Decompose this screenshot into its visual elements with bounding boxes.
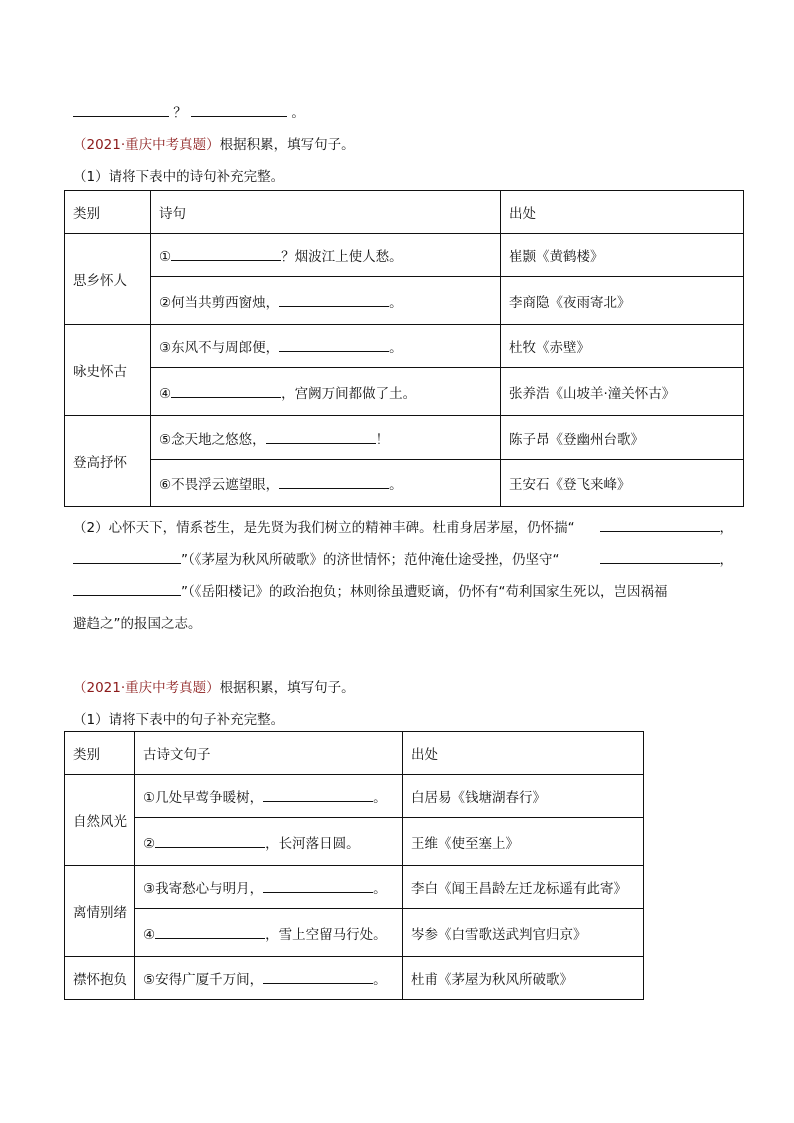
- verse-cell: ③东风不与周郎便， 。: [151, 325, 501, 368]
- table-row: [65, 325, 744, 368]
- category-cell: 襟怀抱负: [65, 957, 135, 1000]
- para-line: ”（《茅屋为秋风所破歌》的济世情怀；范仲淹仕途受挫，仍坚守“ ，: [73, 544, 733, 576]
- table-header-row: [65, 732, 644, 775]
- answer-blank[interactable]: [73, 102, 169, 117]
- table-row: [65, 866, 644, 909]
- question-1-sub1: （1）请将下表中的诗句补充完整。: [73, 169, 285, 185]
- answer-blank[interactable]: [263, 969, 373, 984]
- table-row: [65, 775, 644, 818]
- verse-cell: ⑥不畏浮云遮望眼， 。: [151, 460, 501, 507]
- header-category: 类别: [65, 191, 151, 234]
- sentence-cell: ③我寄愁心与明月， 。: [135, 866, 403, 909]
- answer-blank[interactable]: [191, 102, 287, 117]
- sentence-cell: ⑤安得广厦千万间， 。: [135, 957, 403, 1000]
- question-2-sub1: （1）请将下表中的句子补充完整。: [73, 712, 285, 728]
- sentence-cell: ①几处早莺争暖树， 。: [135, 775, 403, 818]
- para-line: （2）心怀天下，情系苍生，是先贤为我们树立的精神丰碑。杜甫身居茅屋，仍怀揣“ ，: [73, 512, 733, 544]
- answer-blank[interactable]: [155, 924, 265, 939]
- source-cell: 白居易《钱塘湖春行》: [403, 775, 644, 818]
- answer-blank[interactable]: [73, 549, 181, 564]
- sentence-cell: ② ，长河落日圆。: [135, 818, 403, 866]
- source-cell: 王维《使至塞上》: [403, 818, 644, 866]
- category-cell: 离情别绪: [65, 866, 135, 957]
- table-row: [65, 909, 644, 957]
- source-cell: 崔颢《黄鹤楼》: [501, 234, 744, 277]
- answer-blank[interactable]: [279, 474, 389, 489]
- answer-blank[interactable]: [155, 833, 265, 848]
- source-tag: （2021·重庆中考真题）: [73, 680, 220, 696]
- header-source: 出处: [501, 191, 744, 234]
- poem-table-1: [64, 190, 744, 507]
- verse-cell: ④ ，宫阙万间都做了土。: [151, 368, 501, 416]
- question-mark: ？: [173, 105, 187, 121]
- verse-cell: ②何当共剪西窗烛， 。: [151, 277, 501, 325]
- answer-blank[interactable]: [263, 878, 373, 893]
- question-2-header: [73, 676, 355, 696]
- header-source: 出处: [403, 732, 644, 775]
- header-category: 类别: [65, 732, 135, 775]
- question-1-paragraph: [73, 512, 733, 640]
- answer-blank[interactable]: [171, 246, 281, 261]
- period: 。: [291, 105, 305, 121]
- table-row: [65, 957, 644, 1000]
- sentence-cell: ④ ，雪上空留马行处。: [135, 909, 403, 957]
- header-sentence: 古诗文句子: [135, 732, 403, 775]
- verse-cell: ① ？烟波江上使人愁。: [151, 234, 501, 277]
- category-cell: 思乡怀人: [65, 234, 151, 325]
- para-line: 避趋之”的报国之志。: [73, 616, 202, 632]
- category-cell: 登高抒怀: [65, 416, 151, 507]
- answer-blank[interactable]: [279, 337, 389, 352]
- source-cell: 岑参《白雪歌送武判官归京》: [403, 909, 644, 957]
- verse-cell: ⑤念天地之悠悠， ！: [151, 416, 501, 460]
- answer-blank[interactable]: [266, 429, 376, 444]
- answer-blank[interactable]: [279, 292, 389, 307]
- para-line: ”（《岳阳楼记》的政治抱负；林则徐虽遭贬谪，仍怀有“苟利国家生死以，岂因祸福: [73, 576, 733, 608]
- instruction: 根据积累，填写句子。: [219, 680, 355, 696]
- header-verse: 诗句: [151, 191, 501, 234]
- source-cell: 杜牧《赤壁》: [501, 325, 744, 368]
- table-row: [65, 416, 744, 460]
- answer-blank[interactable]: [171, 383, 281, 398]
- source-cell: 陈子昂《登幽州台歌》: [501, 416, 744, 460]
- source-cell: 王安石《登飞来峰》: [501, 460, 744, 507]
- table-row: [65, 277, 744, 325]
- source-cell: 杜甫《茅屋为秋风所破歌》: [403, 957, 644, 1000]
- category-cell: 咏史怀古: [65, 325, 151, 416]
- table-row: [65, 460, 744, 507]
- table-row: [65, 368, 744, 416]
- table-row: [65, 234, 744, 277]
- answer-blank[interactable]: [600, 549, 720, 564]
- table-row: [65, 818, 644, 866]
- source-cell: 李白《闻王昌龄左迁龙标遥有此寄》: [403, 866, 644, 909]
- answer-blank[interactable]: [73, 581, 181, 596]
- answer-blank[interactable]: [600, 517, 720, 532]
- source-tag: （2021·重庆中考真题）: [73, 137, 220, 153]
- answer-blank[interactable]: [263, 787, 373, 802]
- source-cell: 张养浩《山坡羊·潼关怀古》: [501, 368, 744, 416]
- instruction: 根据积累，填写句子。: [219, 137, 355, 153]
- question-1-header: [73, 133, 355, 153]
- category-cell: 自然风光: [65, 775, 135, 866]
- poem-table-2: [64, 731, 644, 1000]
- source-cell: 李商隐《夜雨寄北》: [501, 277, 744, 325]
- top-fill-line: [73, 101, 305, 121]
- table-header-row: [65, 191, 744, 234]
